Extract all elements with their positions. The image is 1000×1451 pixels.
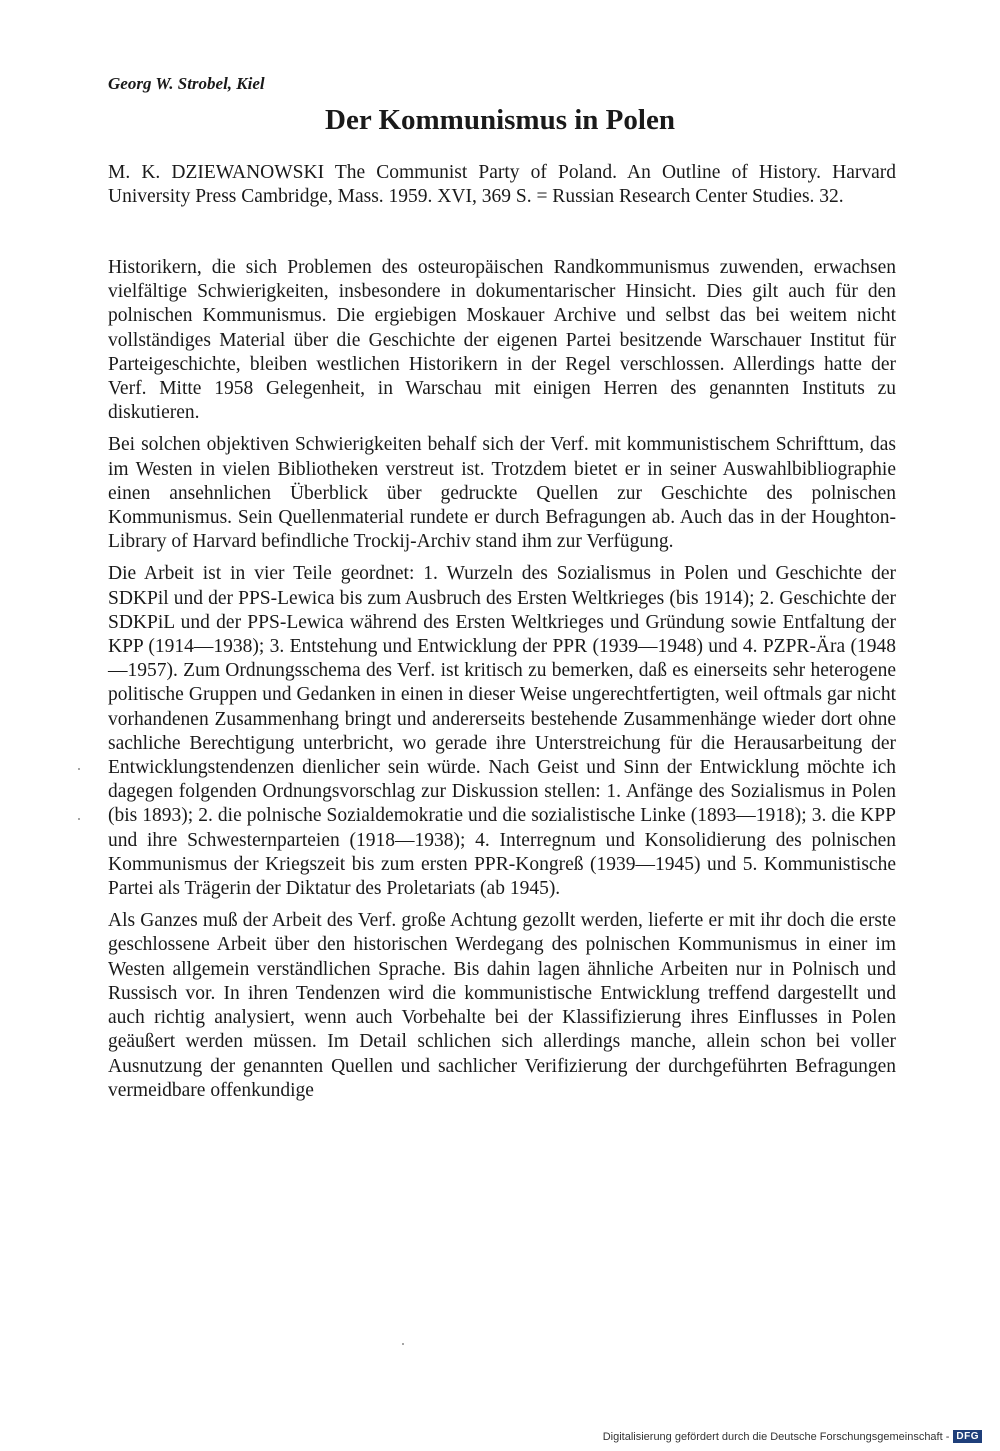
scan-speck <box>402 1343 404 1345</box>
footer-credit: Digitalisierung gefördert durch die Deutsche Forschungsgemeinschaft - <box>602 1430 950 1443</box>
reference-text: M. K. DZIEWANOWSKI The Communist Party of Poland. An Outline of History. Harvard University Press Cambridge, Mass. 1959. XVI, 369 S. = Russian Research Center Studies. 32. <box>108 162 896 208</box>
article-title: Der Kommunismus in Polen <box>325 104 675 136</box>
article-body <box>108 256 896 1103</box>
paragraph-3: Die Arbeit ist in vier Teile geordnet: 1. Wurzeln des Sozialismus in Polen und Geschichte der SDKPil und der PPS-Lewica bis zum Ausbruch des Ersten Weltkrieges (bis 1914); 2. Geschichte der SDKPiL und der PPS-Lewica während des Ersten Weltkrieges und Gründung sowie Entfaltung der KPP (1914—1938); 3. Entstehung und Entwicklung der PPR (1939—1948) und 4. PZPR-Ära (1948—1957). Zum Ordnungsschema des Verf. ist kritisch zu bemerken, daß es einerseits sehr heterogene politische Gruppen und Gedanken in einen in dieser Weise ungerechtfertigten, weil oftmals gar nicht vorhandenen Zusammenhang bringt und andererseits bestehende Zusammenhänge wieder dort ohne sachliche Berechtigung unterbricht, wo gerade ihre Unterstreichung für die Herausarbeitung der Entwicklungstendenzen dienlicher sein würde. Nach Geist und Sinn der Entwicklung möchte ich dagegen folgenden Ordnungsvorschlag zur Diskussion stellen: 1. Anfänge des Sozialismus in Polen (bis 1893); 2. die polnische Sozialdemokratie und die sozialistische Linke (1893—1918); 3. die KPP und ihre Schwesternparteien (1918—1938); 4. Interregnum und Konsolidierung des polnischen Kommunismus der Kriegszeit bis zum ersten PPR-Kongreß (1939—1945) und 5. Kommunistische Partei als Trägerin der Diktatur des Proletariats (ab 1945). <box>108 563 896 900</box>
paragraph-1: Historikern, die sich Problemen des osteuropäischen Randkommunismus zuwenden, erwachsen vielfältige Schwierigkeiten, insbesondere in dokumentarischer Hinsicht. Dies gilt auch für den polnischen Kommunismus. Die ergiebigen Moskauer Archive und selbst das bei weitem nicht vollständiges Material über die Geschichte der eigenen Partei besitzende Warschauer Institut für Parteigeschichte, bleiben westlichen Historikern in der Regel verschlossen. Allerdings hatte der Verf. Mitte 1958 Gelegenheit, in Warschau mit einigen Herren des genannten Instituts zu diskutieren. <box>108 257 896 424</box>
paragraph-4: Als Ganzes muß der Arbeit des Verf. große Achtung gezollt werden, lieferte er mit ihr doch die erste geschlossene Arbeit über den historischen Werdegang des polnischen Kommunismus in einer im Westen allgemein verständlichen Sprache. Bis dahin lagen ähnliche Arbeiten nur in Polnisch und Russisch vor. In ihren Tendenzen wird die kommunistische Entwicklung treffend dargestellt und auch richtig analysiert, wenn auch Vorbehalte bei der Klassifizierung ihres Einflusses in Polen geäußert werden müssen. Im Detail schlichen sich allerdings manche, allein schon bei voller Ausnutzung der genannten Quellen und sachlicher Verifizierung der durchgeführten Befragungen vermeidbare offenkundige <box>108 910 896 1101</box>
digitization-footer <box>603 1430 982 1443</box>
book-reference <box>108 161 896 209</box>
scan-speck <box>78 768 80 770</box>
scan-speck <box>78 818 80 820</box>
paragraph-2: Bei solchen objektiven Schwierigkeiten behalf sich der Verf. mit kommunistischem Schrifttum, das im Westen in vielen Bibliotheken verstreut ist. Trotzdem bietet er in seiner Auswahlbibliographie einen ansehnlichen Überblick über gedruckte Quellen zur Geschichte des polnischen Kommunismus. Sein Quellenmaterial rundete er durch Befragungen ab. Auch das in der Houghton-Library of Harvard befindliche Trockij-Archiv stand ihm zur Verfügung. <box>108 434 896 553</box>
author-line: Georg W. Strobel, Kiel <box>108 74 265 93</box>
dfg-logo: DFG <box>953 1430 982 1443</box>
